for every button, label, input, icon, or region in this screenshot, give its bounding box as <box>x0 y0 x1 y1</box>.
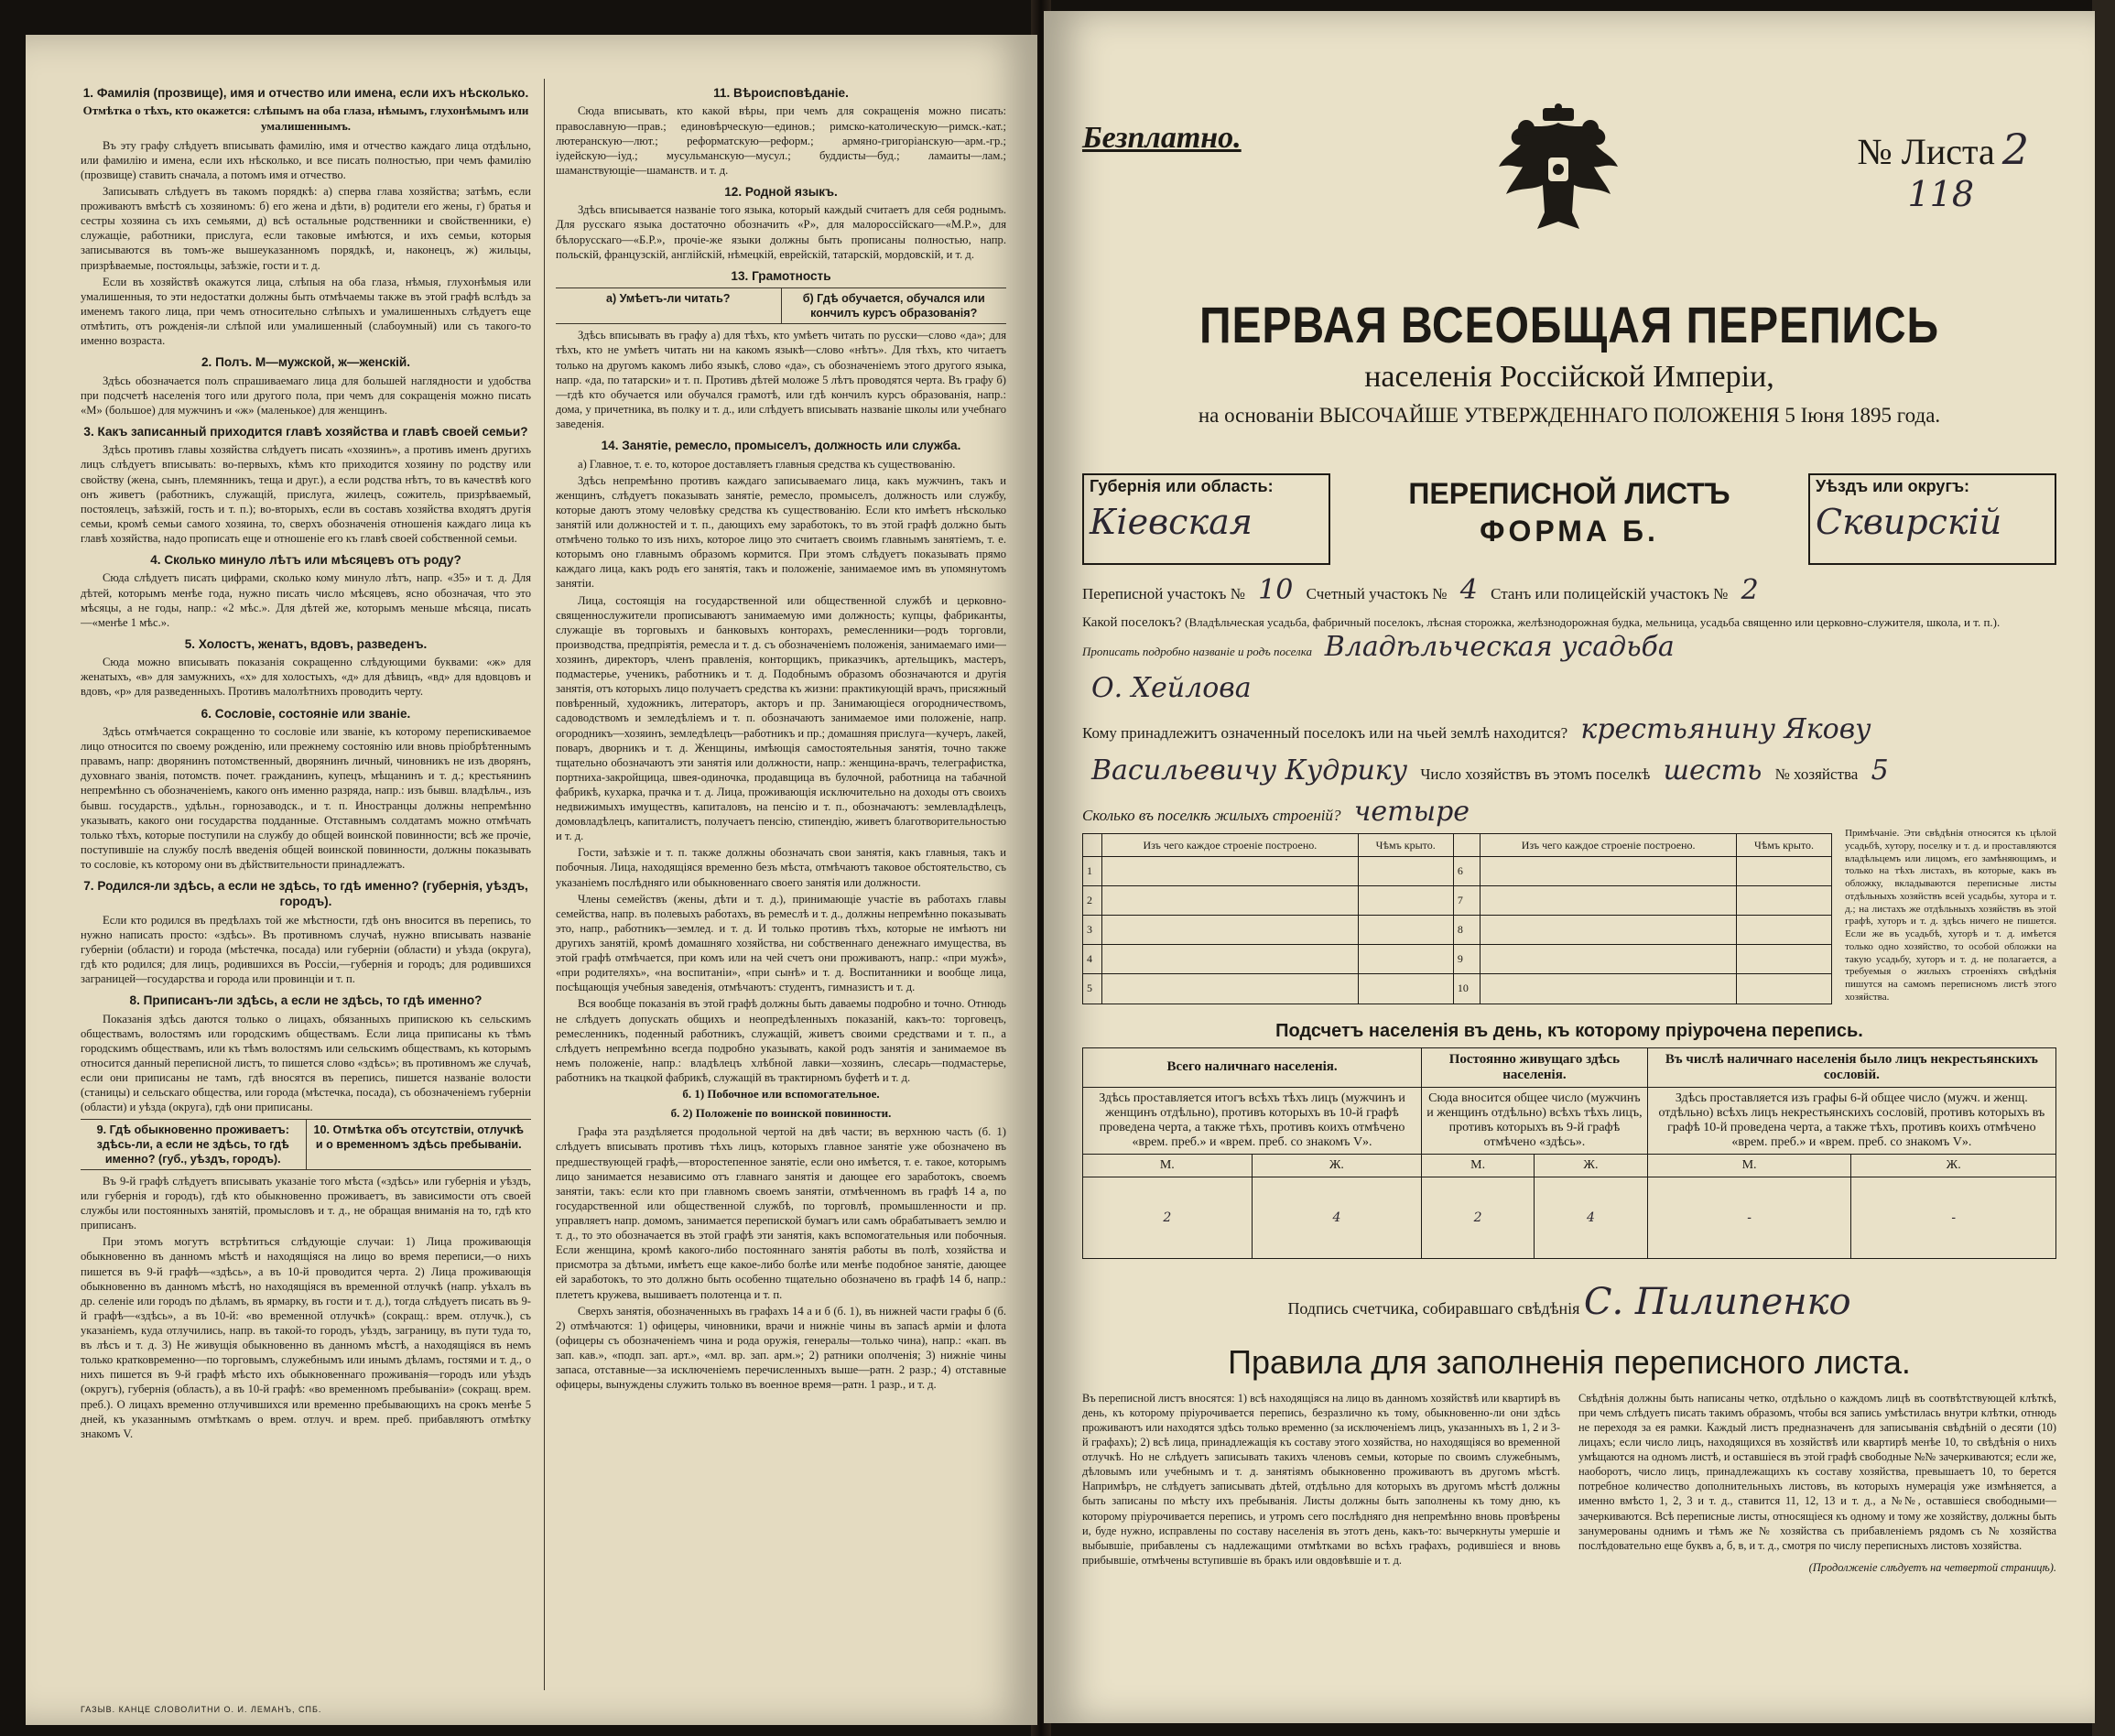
section-heading: 6. Сословіе, состояніе или званіе. <box>201 706 411 721</box>
section-heading: 11. Вѣроисповѣданіе. <box>713 86 849 100</box>
settlement-line <box>1082 615 2056 663</box>
count-header-permanent: Постоянно живущаго здѣсь населенія. <box>1422 1047 1648 1087</box>
split-heading <box>81 1119 531 1170</box>
sheet-number-label: № Листа <box>1857 131 1995 172</box>
signature-line <box>1082 1281 2056 1323</box>
building-material <box>1102 945 1359 974</box>
count-desc-permanent: Сюда вносится общее число (мужчинъ и женщинъ отдѣльно) всѣхъ тѣхъ лицъ, противъ которыхъ въ 9-й графѣ отмѣчено «здѣсь». <box>1422 1087 1648 1154</box>
buildings-row <box>1083 857 1832 886</box>
instruction-paragraph: Въ 9-й графѣ слѣдуетъ вписывать указаніе того мѣста («здѣсь» или губернія и уѣздъ, или губернія и городъ), гдѣ кто обыкновенно проживаетъ, въ зависимости отъ своей службы или постоянныхъ занятій, промысловъ и т. д., не обращая вниманія на то, гдѣ кто приписанъ. <box>81 1174 531 1232</box>
section-subheading: Отмѣтка о тѣхъ, кто окажется: слѣпымъ на оба глаза, нѣмымъ, глухонѣмымъ или умалишеннымъ. <box>82 103 529 134</box>
stan-value: 2 <box>1741 574 1759 606</box>
legal-basis: на основаніи ВЫСОЧАЙШЕ УТВЕРЖДЕННАГО ПОЛОЖЕНІЯ 5 Іюня 1895 года. <box>1198 404 1941 427</box>
stan-label: Станъ или полицейскій участокъ № <box>1491 585 1729 602</box>
instruction-paragraph: При этомъ могутъ встрѣтиться слѣдующіе случаи: 1) Лица проживающія обыкновенно въ данномъ мѣстѣ и находящіяся на лицо во время переписи,—о нихъ пишется въ 9-й графѣ—«здѣсь», а въ 10-й проводится черта. 2) Лица проживающія обыкновенно въ данномъ мѣстѣ, но находящіяся въ временной отлучкѣ (напр. уѣхалъ въ др. селеніе или городъ по дѣламъ, въ ярмарку, въ гости и т. д.), тогда слѣдуетъ писать въ 9-й графѣ—«здѣсь», а въ 10-й: «во временной отлучкѣ» (сокращ.: врем. отлучк.), съ указаніемъ, куда отлучились, напр. въ такой-то городъ, уѣздъ, заграницу, въ пути туда то, въ лѣсъ и т. д. 3) Не живущія обыкновенно въ данномъ мѣстѣ, а находящіяся въ немъ только кратковременно—по торговымъ, служебнымъ или инымъ дѣламъ, гостями и т. д., о нихъ пишется въ 9-й графѣ мѣсто ихъ обыкновеннаго проживанія—городъ или уѣздъ (округъ), губернія (область), а въ 10-й графѣ: «во временномъ пребываніи» (сокращ. врем. преб.). О лицахъ временно отлучившихся или временно пребывающихъ на срокъ менѣе 5 дней, къ указаннымъ отмѣткамъ о врем. отлуч. и врем. преб. прибавляютъ отмѣтку знакомъ V. <box>81 1235 531 1440</box>
double-headed-eagle-emblem-icon <box>1490 103 1627 240</box>
instruction-paragraph: Члены семействъ (жены, дѣти и т. д.), принимающіе участіе въ работахъ главы семейства, напр. въ полевыхъ работахъ, въ ремеслѣ и т. д., должны непремѣнно показывать это, напр., работникъ—землед. и т. д. И только противъ тѣхъ, которые не имѣютъ ни другихъ занятій, кромѣ домашняго хозяйства, ни собственнаго денежнаго имущества, въ этой графѣ отмѣчается, при комъ или на чей счетъ они проживаютъ, напр.: «при мужѣ», «при родителяхъ», «на воспитаніи», «при сынѣ» и т. д. Воспитанники и вообще лица, посѣщающія учебныя заведенія, отмѣчаютъ: студентъ, гимназистъ и т. д. <box>556 892 1006 994</box>
split-heading-left: 9. Гдѣ обыкновенно проживаетъ: здѣсь-ли, а если не здѣсь, то гдѣ именно? (губ., уѣздъ, городъ). <box>96 1123 289 1166</box>
instruction-paragraph: а) Главное, т. е. то, которое доставляетъ главныя средства къ существованію. <box>578 457 956 471</box>
count-header-present: Всего наличнаго населенія. <box>1083 1047 1422 1087</box>
section-heading: 12. Родной языкъ. <box>724 184 838 199</box>
buildings-header-material-2: Изъ чего каждое строеніе построено. <box>1480 834 1737 857</box>
section-heading: 8. Приписанъ-ли здѣсь, а если не здѣсь, то гдѣ именно? <box>129 993 483 1008</box>
sheet-number <box>1858 125 2029 174</box>
section-heading: 2. Полъ. М—мужской, ж—женскій. <box>201 355 411 370</box>
count-desc-noncrest: Здѣсь проставляется изъ графы 6-й общее число (мужч. и женщ. отдѣльно) всѣхъ лицъ некрестьянскихъ сословій, противъ которыхъ въ графѣ 10-й проведена черта, а также тѣхъ, противъ коихъ отмѣчено «врем. преб.» и «врем. преб. со знакомъ V». <box>1647 1087 2055 1154</box>
form-type: ФОРМА Б. <box>1480 515 1659 548</box>
building-number: 4 <box>1083 945 1102 974</box>
section-heading: 13. Грамотность <box>731 268 831 283</box>
instructions-column-1 <box>81 79 531 1690</box>
page-title: ПЕРВАЯ ВСЕОБЩАЯ ПЕРЕПИСЬ <box>1198 296 1940 353</box>
owner-value-2: Васильевичу Кудрику <box>1091 754 1408 787</box>
count-zh-label: Ж. <box>1851 1154 2056 1177</box>
building-material <box>1480 886 1737 916</box>
count-zh-label: Ж. <box>1252 1154 1421 1177</box>
owner-line <box>1082 713 2056 745</box>
instruction-paragraph: Если кто родился въ предѣлахъ той же мѣстности, гдѣ онъ вносится въ перепись, то нужно написать просто: «здѣсь». Въ противномъ случаѣ, нужно вписывать названіе губерніи (области) и города (мѣстечка, посада) или губерніи (области) и уѣзда (округа), гдѣ кто родился; для лицъ, родившихся въ Россіи,—губернія и городъ; для родившихся заграницей—государства и города или провинціи и т. п. <box>81 913 531 986</box>
count-zh-label: Ж. <box>1535 1154 1648 1177</box>
instruction-paragraph: Здѣсь вписывается названіе того языка, который каждый считаетъ для себя роднымъ. Для русскаго языка достаточно обозначить «Р», для малороссійскаго—«М.Р.», для бѣлорусскаго—«Б.Р.», прочіе-же языки должны быть прописаны полностью, напр. польскій, французскій, англійскій, нѣмецкій, еврейскій, татарскій, мордовскій, и т. д. <box>556 203 1006 261</box>
split-heading-right: 10. Отмѣтка объ отсутствіи, отлучкѣ и о временномъ здѣсь пребываніи. <box>306 1120 532 1169</box>
buildings-label: Сколько въ поселкѣ жилыхъ строеній? <box>1082 807 1341 824</box>
sheet-archive-number: 118 <box>1907 174 1974 214</box>
buildings-table <box>1082 833 1832 1004</box>
instructions-column-2 <box>544 79 1006 1690</box>
sheet-number-value: 2 <box>2001 125 2029 174</box>
instruction-paragraph: Здѣсь противъ главы хозяйства слѣдуетъ писать «хозяинъ», а противъ именъ другихъ лицъ слѣдуетъ вписывать: во-первыхъ, кѣмъ кто приходится хозяину по родству или свойству (жена, сынъ, племянникъ, теща и друг.), а если родства нѣтъ, то въ качествѣ кого онъ живетъ (работникъ, служащій, прислуга, жилецъ, сожитель, призрѣваемый, постоялецъ, заѣзжій, гость и т. п.); во-вторыхъ, если въ составъ хозяйства входятъ другія семьи, кромѣ семьи самого хозяина, то, сверхъ обозначенія отношенія каждаго лица къ главѣ хозяйства, надо прописать еще и отношеніе его къ главѣ своей собственной семьи. <box>81 443 531 545</box>
section-heading: 4. Сколько минуло лѣтъ или мѣсяцевъ отъ роду? <box>150 553 461 568</box>
left-page-instructions <box>26 35 1037 1725</box>
district-line <box>1082 574 2056 606</box>
owner-label: Кому принадлежитъ означенный поселокъ или на чьей землѣ находится? <box>1082 724 1568 742</box>
building-roof <box>1736 916 1831 945</box>
rules-column-2-text: Свѣдѣнія должны быть написаны четко, отдѣльно о каждомъ лицѣ въ соотвѣтствующей клѣткѣ, при чемъ слѣдуетъ писать такимъ образомъ, чтобы вся запись умѣстилась внутри клѣтки, отнюдь не переходя за ея рамки. Каждый листъ предназначенъ для записыванія свѣдѣній о десяти (10) лицахъ; если число лицъ, находящихся въ хозяйствѣ или квартирѣ менѣе 10, то свѣдѣнія о нихъ умѣщаются на одномъ листѣ, и оставшіеся въ этой графѣ свободные №№ зачеркиваются; если же, наоборотъ, число лицъ, принадлежащихъ къ составу хозяйства, превышаетъ 10, то берется потребное количество дополнительныхъ листовъ, въ которыхъ нумерація уже измѣняется, а именно вмѣсто 1, 2, 3 и т. д., ставится 11, 12, 13 и т. д., а №№, оставшіеся свободными—зачеркиваются. Всѣ переписные листы, относящіеся къ одному и тому же хозяйству, должны быть занумерованы однимъ и тѣмъ же № хозяйства съ прибавленіемъ рядомъ съ № хозяйства послѣдовательно еще буквъ а, б, в, и т. д., смотря по числу переписныхъ листовъ хозяйства. <box>1578 1391 2056 1552</box>
page-subtitle: населенія Россійской Имперіи, <box>1364 360 1774 394</box>
building-number: 10 <box>1453 974 1480 1004</box>
building-roof <box>1736 857 1831 886</box>
rules-body <box>1082 1391 2056 1576</box>
census-district-value: 10 <box>1258 574 1294 606</box>
section-heading: 14. Занятіе, ремесло, промыселъ, должность или служба. <box>601 439 961 453</box>
count-present-male: 2 <box>1083 1177 1253 1258</box>
buildings-row <box>1083 974 1832 1004</box>
building-roof <box>1358 857 1453 886</box>
buildings-header-roof: Чѣмъ крыто. <box>1358 834 1453 857</box>
settlement-value: Владѣльческая усадьба <box>1324 631 1675 663</box>
buildings-note: Примѣчаніе. Эти свѣдѣнія относятся къ цѣлой усадьбѣ, хутору, поселку и т. д. и проставляются владѣльцемъ или лицомъ, его замѣняющимъ, и только на тѣхъ листахъ, въ которые, какъ въ обложку, вкладываются переписные листы отдѣльныхъ хозяйствъ всей усадьбы, хутора и т. д.; на листахъ же отдѣльныхъ хозяйствъ въ этой графѣ, хуторъ и т. д. здѣсь ничего не пишется. Если же въ усадьбѣ, хуторѣ и т. д. имѣется только одно хозяйство, то особой обложки на такую усадьбу, хуторъ и т. д. не полагается, а требуемыя о жилыхъ строеніяхъ свѣдѣнія пишутся на самомъ переписномъ листѣ этого хозяйства. <box>1845 828 2056 1003</box>
building-roof <box>1736 974 1831 1004</box>
buildings-row <box>1083 945 1832 974</box>
count-m-label: М. <box>1422 1154 1535 1177</box>
settlement-hint: (Владѣльческая усадьба, фабричный поселокъ, лѣсная сторожка, желѣзнодорожная будка, мельница, усадьба священно или церковно-служителя, школа, и т. п.). <box>1185 615 2001 629</box>
rules-title: Правила для заполненія переписного листа. <box>1228 1342 1911 1381</box>
instruction-paragraph: Въ эту графу слѣдуетъ вписывать фамилію, имя и отчество каждаго лица отдѣльно, или фамилію и имена, если ихъ нѣсколько, и все писать полностью, при чемъ фамилію (прозвище) ставить сначала, а потомъ имя и отчество. <box>81 138 531 181</box>
free-label: Безплатно. <box>1082 121 1242 155</box>
count-noncrest-male: - <box>1647 1177 1851 1258</box>
buildings-header-num-2 <box>1453 834 1480 857</box>
building-number: 7 <box>1453 886 1480 916</box>
form-heading <box>1330 473 1808 565</box>
census-sheet-title: ПЕРЕПИСНОЙ ЛИСТЪ <box>1408 477 1730 510</box>
rules-column-1: Въ переписной листъ вносятся: 1) всѣ находящіяся на лицо въ данномъ хозяйствѣ или квартирѣ въ день, къ которому пріурочивается перепись, безразлично къ тому, обыкновенно-ли они здѣсь проживаютъ или находятся здѣсь только временно (за исключеніемъ лицъ, указанныхъ въ 1, 2 и 3-й графахъ); 2) всѣ лица, принадлежащія къ составу этого хозяйства, но находящіяся во временной отлучкѣ. Но не слѣдуетъ записывать такихъ членовъ семьи, которые по своимъ служебнымъ, дѣловымъ или учебнымъ и т. д. занятіямъ обыкновенно проживаютъ въ другомъ мѣстѣ. Напримѣръ, не слѣдуетъ записывать дѣтей, отдѣльно для которыхъ въ другомъ мѣстѣ должны быть записаны по мѣсту ихъ пребыванія. Листы должны быть заполнены къ тому дню, къ которому пріурочивается перепись, и утромъ сего послѣдняго дня непремѣнно вновь провѣрены и, буде нужно, исправлены по составу населенія въ этотъ день, какъ-то: вычеркнуты умершіе и выбывшіе, прибавлены съ надлежащими отмѣтками во всѣхъ графахъ, родившіеся и вновь прибывшіе, отмѣчены вступившіе въ бракъ или овдовѣвшіе и т. д. <box>1082 1391 1560 1567</box>
buildings-header-roof-2: Чѣмъ крыто. <box>1736 834 1831 857</box>
split-heading <box>556 288 1006 324</box>
building-roof <box>1736 945 1831 974</box>
building-material <box>1480 916 1737 945</box>
page-edge <box>2092 0 2115 1736</box>
section-heading: 3. Какъ записанный приходится главѣ хозяйства и главѣ своей семьи? <box>83 424 528 439</box>
section-heading: 5. Холостъ, женатъ, вдовъ, разведенъ. <box>184 636 428 651</box>
count-permanent-male: 2 <box>1422 1177 1535 1258</box>
population-count-table <box>1082 1047 2056 1259</box>
gubernia-label: Губернія или область: <box>1090 477 1274 495</box>
instruction-paragraph: Сюда слѣдуетъ писать цифрами, сколько кому минуло лѣтъ, напр. «35» и т. д. Для дѣтей, которымъ менѣе года, нужно писать число мѣсяцевъ, ясно обозначая, что это мѣсяцы, а не годы, напр.: «2 мѣс.». Для дѣтей же, которымъ меньше мѣсяца, писать—«менѣе 1 мѣс.». <box>81 571 531 629</box>
census-district-label: Переписной участокъ № <box>1082 585 1245 602</box>
count-m-label: М. <box>1083 1154 1253 1177</box>
gubernia-box <box>1082 473 1330 565</box>
building-roof <box>1358 916 1453 945</box>
count-desc-present: Здѣсь проставляется итогъ всѣхъ тѣхъ лицъ (мужчинъ и женщинъ отдѣльно), противъ которыхъ въ 10-й графѣ проведена черта, а также тѣхъ, противъ коихъ отмѣчено «врем. преб.» и «врем. преб. со знакомъ V». <box>1083 1087 1422 1154</box>
split-heading-right: б) Гдѣ обучается, обучался или кончилъ курсъ образованія? <box>781 288 1007 323</box>
section-subheading: б. 2) Положеніе по воинской повинности. <box>670 1105 892 1120</box>
building-number: 1 <box>1083 857 1102 886</box>
building-number: 8 <box>1453 916 1480 945</box>
count-present-female: 4 <box>1252 1177 1421 1258</box>
owner-value: крестьянину Якову <box>1580 713 1871 745</box>
count-m-label: М. <box>1647 1154 1851 1177</box>
rules-continuation: (Продолженіе слѣдуетъ на четвертой страницѣ). <box>1808 1560 2056 1574</box>
instruction-paragraph: Лица, состоящія на государственной или общественной службѣ и церковно-священнослужители прописываютъ занимаемую ими должность; купцы, фабриканты, служащіе въ торговыхъ и банковыхъ конторахъ, ремесленники—родъ торговли, производства, предпріятія, ремесла и т. д. съ обозначеніемъ положенія, занимаемаго ими—хозяинъ, директоръ, членъ правленія, конторщикъ, приказчикъ, артельщикъ, мастеръ, подмастерье, ученикъ, работникъ и т. д. Подобнымъ образомъ обозначаются и другія занятія, отъ которыхъ лицо получаетъ средства къ жизни: практикующій врачъ, присяжный повѣренный, художникъ, литераторъ, акторъ и пр. Занимающіеся огородничествомъ, садоводствомъ и земледѣліемъ и т. п. обозначаютъ занимаемое ими положеніе, напр. огородникъ—хозяинъ, земледѣлецъ—работникъ и пр.; домашняя прислуга—кучеръ, лакей, поваръ, дворникъ и т. д. Женщины, имѣющія самостоятельныя занятія, точно также тщательно обозначаютъ эти занятія или должности, напр.: женщина-врачъ, телеграфистка, портниха-закройщица, швея-одиночка, продавщица въ булочной, работница на табачной фабрикѣ, кухарка, прачка и т. д. Лица, проживающія исключительно на доходы отъ своихъ недвижимыхъ имуществъ, капиталовъ, на пенсію и т. п., обозначаютъ: землевладѣлецъ, домовладѣлецъ, капиталистъ, получаетъ пенсію, стипендію, живетъ благотворительностью и т. д. <box>556 593 1006 843</box>
rules-column-2 <box>1578 1391 2056 1576</box>
gubernia-value: Кіевская <box>1090 502 1253 542</box>
buildings-header-material: Изъ чего каждое строеніе построено. <box>1102 834 1359 857</box>
building-material <box>1102 974 1359 1004</box>
instruction-paragraph: Сюда можно вписывать показанія сокращенно слѣдующими буквами: «ж» для женатыхъ, «в» для замужнихъ, «х» для холостыхъ, «д» для дѣвицъ, «вд» для вдовцовъ и вдовъ, «р» для разведенныхъ. Противъ малолѣтнихъ проводить черту. <box>81 656 531 699</box>
building-roof <box>1358 974 1453 1004</box>
settlement-owner-surname: О. Хейлова <box>1091 672 1252 704</box>
households-value: шесть <box>1663 754 1762 787</box>
instruction-paragraph: Сюда вписывать, кто какой вѣры, при чемъ для сокращенія можно писать: православную—прав.; единовѣрческую—единов.; римско-католическую—римск.-кат.; лютеранскую—лют.; реформатскую—реформ.; армяно-григоріанскую—арм.-гр.; іудейскую—іуд.; мусульманскую—мусул.; буддисты—буд.; ламаиты—лам.; шаманствующіе—шаманств. и т. д. <box>556 104 1006 177</box>
section-subheading: б. 1) Побочное или вспомогательное. <box>682 1087 880 1101</box>
household-no-label: № хозяйства <box>1774 765 1859 783</box>
instruction-paragraph: Вся вообще показанія въ этой графѣ должны быть даваемы подробно и точно. Отнюдь не слѣдуетъ допускать общихъ и неопредѣленныхъ показаній, какъ-то: торговецъ, ремесленникъ, поденный работникъ, служащій, живетъ своими средствами и т. п., а слѣдуетъ непремѣнно всегда подробно указывать, какой родъ занятія и занимаемое въ немъ положеніе, напр.: владѣлецъ хлѣбной лавки—хозяинъ, слесарь—подмастерье, работникъ на ткацкой фабрикѣ, служащій въ трактирномъ буфетѣ и т. д. <box>556 997 1006 1085</box>
building-number: 5 <box>1083 974 1102 1004</box>
instruction-paragraph: Здѣсь отмѣчается сокращенно то сословіе или званіе, къ которому перепискиваемое лицо относится по своему рожденію, или прежнему состоянію или вновь пріобрѣтеннымъ правамъ, напр: дворянинъ потомственный, дворянинъ личный, чиновникъ не изъ дворянъ, духовнаго званія, потомств. почет. гражданинъ, купецъ, мѣщанинъ и т. д.; крестьянинъ непремѣнно съ обозначеніемъ, какого онъ именно разряда, напр.: изъ бывш. владѣльч., изъ бывш. государств., удѣльн., горнозаводск., и т. п. Иностранцы должны непремѣнно указывать, какого они государства подданные. Отставнымъ солдатамъ можно отмѣчать только тѣхъ, которые поступили на службу до общей воинской повинности; всѣ же прочіе, поступившіе на службу послѣ введенія общей воинской повинности, должны показывать то сословіе, къ которому они въ дѣйствительности принадлежатъ. <box>81 724 531 871</box>
enumerator-signature: С. Пилипенко <box>1583 1280 1851 1323</box>
households-label: Число хозяйствъ въ этомъ поселкѣ <box>1420 765 1651 783</box>
household-no-value: 5 <box>1871 754 1889 787</box>
instruction-paragraph: Здѣсь вписывать въ графу а) для тѣхъ, кто умѣетъ читать по русски—слово «да»; для тѣхъ, кто не умѣетъ читать ни на какомъ языкѣ—слово «нѣтъ». Для тѣхъ, кто читаетъ только на другомъ какомъ либо языкѣ, слово «да», съ обозначеніемъ этого другого языка, напр. «да, по татарски» и т. п. Противъ дѣтей моложе 5 лѣтъ проводятся черта. Въ графу б)—гдѣ кто обучается или обучался грамотѣ, или гдѣ кончилъ курсъ образованія, напр.: дома, у причетника, въ полку и т. д., или слѣдуетъ вписывать названіе школы или учебнаго заведенія. <box>556 329 1006 431</box>
split-heading-left: а) Умѣетъ-ли читать? <box>605 292 731 306</box>
instruction-paragraph: Записывать слѣдуетъ въ такомъ порядкѣ: а) сперва глава хозяйства; затѣмъ, если проживаютъ вмѣстѣ съ хозяиномъ: б) его жена и дѣти, в) родители его жены, г) братья и сестры хозяина съ ихъ семьями, д) всѣ остальные родственники и свойственники, е) служащіе, работники, прислуга, если таковые имѣются, и ихъ семьи, которыя записываются въ томъ-же вышеуказанномъ порядкѣ, и, наконецъ, ж) жильцы, призрѣваемые, постояльцы, заѣзжіе, гости и т. д. <box>81 184 531 272</box>
building-roof <box>1736 886 1831 916</box>
printer-imprint: ГАЗЫВ. КАНЦЕ СЛОВОЛИТНИ О. И. ЛЕМАНЪ, СПБ. <box>81 1705 322 1714</box>
section-heading: 7. Родился-ли здѣсь, а если не здѣсь, то гдѣ именно? (губернія, уѣздъ, городъ). <box>83 879 528 909</box>
building-number: 9 <box>1453 945 1480 974</box>
building-number: 3 <box>1083 916 1102 945</box>
population-count-title: Подсчетъ населенія въ день, къ которому пріурочена перепись. <box>1275 1020 1863 1041</box>
building-roof <box>1358 945 1453 974</box>
building-number: 6 <box>1453 857 1480 886</box>
instruction-paragraph: Гости, заѣзжіе и т. п. также должны обозначать свои занятія, какъ главныя, такъ и побочныя. Лица, находящіяся временно безъ мѣста, отмѣчаютъ таковое обстоятельство, съ указаніемъ послѣдняго или обыкновеннаго своего занятія или должности. <box>556 846 1006 889</box>
uezd-value: Сквирскій <box>1816 502 2002 542</box>
right-page-census-form <box>1044 11 2095 1723</box>
settlement-label: Какой поселокъ? <box>1082 615 1182 630</box>
instruction-paragraph: Здѣсь непремѣнно противъ каждаго записываемаго лица, какъ мужчинъ, такъ и женщинъ, слѣдуетъ показывать занятіе, ремесло, промыселъ, должность или службу, которые даютъ этому человѣку средства къ существованію. Если кто имѣетъ нѣсколько занятій или должностей и т. п., дающихъ ему заработокъ, то въ этой графѣ должно быть отмѣчено только то изъ нихъ, которое лицо это считаетъ своимъ главнымъ занятіемъ, т. е. которымъ оно главнымъ образомъ кормится. При этомъ слѣдуетъ показывать прямо каждаго лица, какъ родъ его занятія, такъ и положеніе, занимаемое имъ въ упомянутомъ занятіи. <box>556 473 1006 591</box>
building-material <box>1480 857 1737 886</box>
section-heading: 1. Фамилія (прозвище), имя и отчество или имена, если ихъ нѣсколько. <box>82 86 529 100</box>
instruction-paragraph: Здѣсь обозначается полъ спрашиваемаго лица для большей наглядности и удобства при подсчетѣ населенія того или другого пола, при чемъ для сокращенія можно писать «М» (большое) для мужчинъ и «ж» (маленькое) для женщинъ. <box>81 374 531 417</box>
count-permanent-female: 4 <box>1535 1177 1648 1258</box>
building-roof <box>1358 886 1453 916</box>
building-number: 2 <box>1083 886 1102 916</box>
settlement-line-2 <box>1082 672 2056 704</box>
buildings-value: четыре <box>1353 796 1470 828</box>
owner-line-2 <box>1082 754 2056 787</box>
count-district-label: Счетный участокъ № <box>1306 585 1448 602</box>
count-header-noncrest: Въ числѣ наличнаго населенія было лицъ некрестьянскихъ сословій. <box>1647 1047 2055 1087</box>
buildings-row <box>1083 916 1832 945</box>
count-district-value: 4 <box>1459 574 1478 606</box>
building-material <box>1480 974 1737 1004</box>
instruction-paragraph: Если въ хозяйствѣ окажутся лица, слѣпыя на оба глаза, нѣмыя, глухонѣмыя или умалишенныя, то эти недостатки должны быть отмѣчаемы также въ этой графѣ вслѣдъ за именемъ такого лица, при чемъ относительно слѣпыхъ и умалишенныхъ слѣдуетъ еще отмѣтить, отъ рожденія-ли слѣпой или умалишенный (слабоумный) или съ такого-то именно возраста. <box>81 275 531 348</box>
instruction-paragraph: Показанія здѣсь даются только о лицахъ, обязанныхъ припискою къ сельскимъ обществамъ, волостямъ или городскимъ обществамъ. Если лица приписаны къ тѣмъ городскимъ обществамъ, или къ тѣмъ волостямъ или сельскимъ обществамъ, къ которымъ относится данный переписной листъ, то пишется слово «здѣсь»; въ противномъ же случаѣ, если они приписаны не тамъ, гдѣ вносятся въ перепись, пишется названіе волости (станицы) и сельскаго общества, или города (мѣстечка, посада), съ обозначеніемъ губерніи (области) и уѣзда (округа), гдѣ они приписаны. <box>81 1012 531 1114</box>
building-material <box>1102 857 1359 886</box>
settlement-hint-2: Прописать подробно названіе и родъ поселка <box>1082 645 1312 658</box>
building-material <box>1102 916 1359 945</box>
buildings-line <box>1082 796 2056 828</box>
building-material <box>1480 945 1737 974</box>
count-noncrest-female: - <box>1851 1177 2056 1258</box>
building-material <box>1102 886 1359 916</box>
instruction-paragraph: Графа эта раздѣляется продольной чертой на двѣ части; въ верхнюю часть (б. 1) слѣдуетъ вписывать противъ тѣхъ лицъ, которыхъ главное занятіе уже обозначено въ предшествующей графѣ,—второстепенное занятіе, если оно имѣется, т. е. такое, которымъ лицо занимается независимо отъ главнаго занятія и дающее его заработокъ, своемъ занятіи, такъ: если кто при главномъ своемъ занятіи, отмѣченномъ въ графѣ 14 а, по государственной или общественной службѣ, по торговлѣ, промышленности и пр. управляетъ напр. домомъ, занимается перепиской бумагъ или самъ обрабатываетъ землю и т. д., то это обозначается въ этой графѣ эти занятія, какъ вспомогательныя или побочныя. Если женщина, кромѣ какого-либо постояннаго занятія работы въ полѣ, хозяйства и присмотра за дѣтьми, имѣетъ еще какое-либо болѣе или менѣе подобное занятіе, дающее ей заработокъ, то это должно быть особенно тщательно обозначено въ графѣ 14 б, напр.: плететъ кружева, вышиваетъ полотенца и т. п. <box>556 1125 1006 1301</box>
uezd-label: Уѣздъ или округъ: <box>1816 477 1970 495</box>
signature-label: Подпись счетчика, собиравшаго свѣдѣнія <box>1287 1298 1580 1318</box>
buildings-row <box>1083 886 1832 916</box>
uezd-box <box>1808 473 2056 565</box>
instruction-paragraph: Сверхъ занятія, обозначенныхъ въ графахъ 14 а и б (б. 1), въ нижней части графы б (б. 2) отмѣчаются: 1) офицеры, чиновники, врачи и нижніе чины въ запасѣ армiи и флота (офицеры съ обозначеніемъ чина и рода оружія, генералы—только чина), напр.: «кап. въ зап. кав.», «подп. зап. арт.», «мл. вр. зап. арм.»; 2) ратники ополченія; 3) нижніе чины запаса, отставные—за исключеніемъ перечисленныхъ выше—ратн. 2 разр.; 4) отставные офицеры, вынуждены служить только въ военное время—ратн. 1 разр., и т. д. <box>556 1304 1006 1392</box>
buildings-header-num <box>1083 834 1102 857</box>
